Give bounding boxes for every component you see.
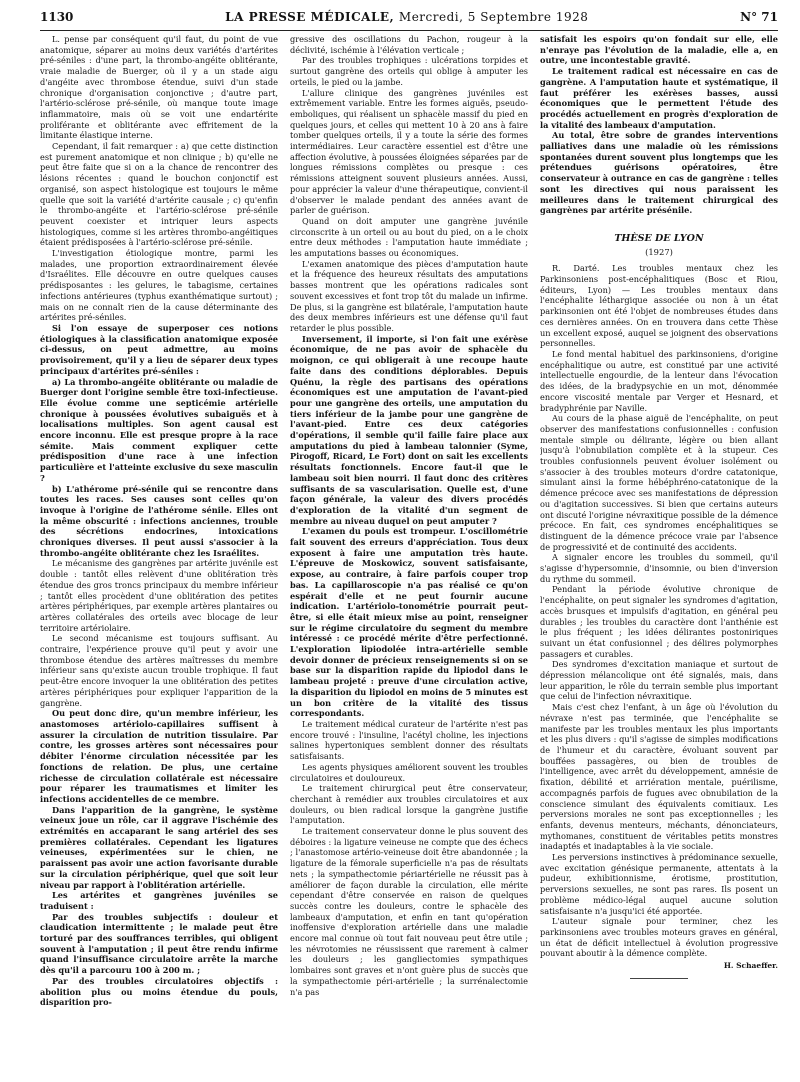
paragraph: Dans l'apparition de la gangrène, le système veineux joue un rôle, car il aggrave l'ischémie des extrémités en accaparant le sang artériel des ses premières collatérales. Cependant les ligatures veineuses, expérimentées sur le chien, ne paraissent pas avoir une action favorisante durable sur la circulation périphérique, quel que soit leur niveau par rapport à l'oblitération artérielle. xyxy=(40,804,278,890)
section-year: (1927) xyxy=(645,246,673,257)
paragraph: Des syndromes d'excitation maniaque et surtout de dépression mélancolique ont été signalés, mais, dans leur apparition, le rôle du terrain semble plus important que celui de l'infection névraxitique. xyxy=(540,659,778,702)
paragraph: Au total, être sobre de grandes interventions palliatives dans une maladie où les rémissions spontanées durent souvent plus longtemps que les prétendues guérisons opératoires, être conservateur à outrance en cas de gangrène : telles sont les directives qui nous paraissent les meilleures dans le traitement chirurgical des gangrènes par artérite présénile. xyxy=(540,130,778,216)
author-signature: H. Schaeffer. xyxy=(723,961,778,971)
paragraph: satisfait les espoirs qu'on fondait sur elle, elle n'enraye pas l'évolution de la maladie, elle a, en outre, une incontestable gravité. xyxy=(540,34,778,66)
issue-number: N° 71 xyxy=(740,10,778,24)
paragraph: Par des troubles trophiques : ulcérations torpides et surtout gangrène des orteils qui oblige à amputer les orteils, le pied ou la jambe. xyxy=(290,55,528,87)
divider xyxy=(630,978,687,979)
paragraph: Le mécanisme des gangrènes par artérite juvénile est double : tantôt elles relèvent d'une oblitération très étendue des gros troncs principaux du membre inférieur ; tantôt elles procèdent d'une oblitération des petites artères périphériques, par exemple artères plantaires ou artères collatérales des orteils avec blocage de leur territoire artériolaire. xyxy=(40,558,278,633)
paragraph: Les perversions instinctives à prédominance sexuelle, avec excitation génésique permanente, attentats à la pudeur, exhibitionnisme, érotisme, prostitution, perversions sexuelles, ne sont pas rares. Ils posent un problème médico-légal auquel aucune solution satisfaisante n'a jusqu'ici été apportée. xyxy=(540,852,778,916)
page-header xyxy=(40,4,778,31)
paragraph: Inversement, il importe, si l'on fait une exérèse économique, de ne pas avoir de sphacèle du moignon, ce qui obligerait à une recoupe haute faite dans des conditions déplorables. Depuis Quénu, la règle des partisans des opérations économiques est une amputation de l'avant-pied pour une gangrène des orteils, une amputation du tiers inférieur de la jambe pour une gangrène de l'avant-pied. Entre ces deux catégories d'opérations, il semble qu'il faille faire place aux amputations du pied à lambeau talonnier (Syme, Pirogoff, Ricard, Le Fort) dont on sait les excellents résultats fonctionnels. Encore faut-il que le lambeau soit bien nourri. Il faut donc des critères suffisants de sa vascularisation. Quelle est, d'une façon générale, la valeur des divers procédés d'exploration de la vitalité d'un segment de membre au niveau duquel on peut amputer ? xyxy=(290,333,528,526)
paragraph: Cependant, il fait remarquer : a) que cette distinction est purement anatomique et non clinique ; b) qu'elle ne peut être faite que si on a la chance de rencontrer des lésions récentes : quand le bouchon conjonctif est organisé, son aspect histologique est toujours le même quelle que soit la variété d'artérite causale ; c) qu'enfin le thrombo-angéite et l'artério-sclérose pré-sénile peuvent coexister et intriquer leurs aspects histologiques, comme si les artères thrombo-angéitiques étaient prédisposées à l'artério-sclérose pré-sénile. xyxy=(40,141,278,248)
column-3 xyxy=(540,34,778,1070)
paragraph: L'allure clinique des gangrènes juvéniles est extrêmement variable. Entre les formes aiguës, pseudo-emboliques, qui réalisent un sphacèle massif du pied en quelques jours, et celles qui mettent 10 à 20 ans à faire tomber quelques orteils, il y a toute la série des formes intermédiaires. Leur caractère essentiel est d'être une affection évolutive, à poussées éloignées séparées par de longues rémissions complètes ou presque : ces rémissions atteignent souvent plusieurs années. Aussi, pour apprécier la valeur d'une thérapeutique, convient-il d'observer le malade pendant des années avant de parler de guérison. xyxy=(290,87,528,216)
paragraph: Le traitement médical curateur de l'artérite n'est pas encore trouvé : l'insuline, l'acétyl choline, les injections salines hypertoniques semblent donner des résultats satisfaisants. xyxy=(290,719,528,762)
paragraph: L. pense par conséquent qu'il faut, du point de vue anatomique, séparer au moins deux variétés d'artérites pré-séniles : d'une part, la thrombo-angéite oblitérante, vraie maladie de Buerger, où il y a un stade aigu d'angéite avec thrombose étendue, suivi d'un stade chronique d'organisation conjonctive ; d'autre part, l'artério-sclérose pré-sénile, où manque toute image inflammatoire, mais où se voit une endartérite proliférante et oblitérante avec effritement de la limitante élastique interne. xyxy=(40,34,278,141)
journal-title: LA PRESSE MÉDICALE, xyxy=(225,10,395,24)
paragraph: Quand on doit amputer une gangrène juvénile circonscrite à un orteil ou au bout du pied, on a le choix entre deux méthodes : l'amputation haute immédiate ; les amputations basses ou économiques. xyxy=(290,215,528,259)
paragraph: Au cours de la phase aiguë de l'encéphalite, on peut observer des manifestations confusionnelles : confusion mentale simple ou délirante, légère ou bien allant jusqu'à l'obnubilation complète et à la stupeur. Ces troubles confusionnels peuvent évoluer isolément ou s'associer à des troubles moteurs d'ordre catatonique, simulant ainsi la forme hébéphréno-catatonique de la démence précoce avec ses manifestations de dépression ou d'agitation successives. Si bien que certains auteurs ont discuté l'origine névraxitique possible de la démence précoce. En fait, ces syndromes encéphalitiques se distinguent de la démence précoce vraie par l'absence de progressivité et de continuité des accidents. xyxy=(540,413,778,552)
page-number: 1130 xyxy=(40,10,74,24)
paragraph: a) La thrombo-angéite oblitérante ou maladie de Buerger dont l'origine semble être toxi-infectieuse. Elle évolue comme une septicémie artérielle chronique à poussées évolutives subaiguës et à localisations multiples. Son agent causal est encore inconnu. Elle est presque propre à la race sémite. Mais comment expliquer cette prédisposition d'une race à une infection particulière et l'atteinte exclusive du sexe masculin ? xyxy=(40,376,278,483)
paragraph: gressive des oscillations du Pachon, rougeur à la déclivité, ischémie à l'élévation verticale ; xyxy=(290,34,528,55)
paragraph: Mais c'est chez l'enfant, à un âge où l'évolution du névraxe n'est pas terminée, que l'encéphalite se manifeste par les troubles mentaux les plus importants et les plus divers : qu'il s'agisse de simples modifications de l'humeur et du caractère, évoluant souvent par bouffées passagères, ou bien de troubles de l'intelligence, avec arrêt du développement, amnésie de fixation, débilité et arriération mentale, puérilisme, accompagnés parfois de fugues avec obnubilation de la conscience simulant des équivalents comitiaux. Les perversions morales ne sont pas exceptionnelles ; les enfants, devenus menteurs, méchants, dénonciateurs, mythomanes, constituent de véritables petits monstres inadaptés et inadaptables à la vie sociale. xyxy=(540,702,778,852)
paragraph: Les agents physiques améliorent souvent les troubles circulatoires et douloureux. xyxy=(290,761,528,783)
paragraph: Le traitement radical est nécessaire en cas de gangrène. A l'amputation haute et systématique, il faut préférer les exérèses basses, aussi économiques que le permettent l'étude des procédés actuellement en progrès d'exploration de la vitalité des lambeaux d'amputation. xyxy=(540,66,778,130)
paragraph: Par des troubles subjectifs : douleur et claudication intermittente ; le malade peut être torturé par des souffrances terribles, qui obligent souvent à l'amputation ; il peut être rendu infirme quand l'insuffisance circulatoire arrête la marche dès qu'il a parcouru 100 à 200 m. ; xyxy=(40,911,278,976)
paragraph: A signaler encore les troubles du sommeil, qu'il s'agisse d'hypersomnie, d'insomnie, ou bien d'inversion du rythme du sommeil. xyxy=(540,552,778,584)
paragraph: L'auteur signale pour terminer, chez les parkinsoniens avec troubles moteurs graves en général, un état de déficit intellectuel à évolution progressive pouvant aboutir à la démence complète. xyxy=(540,916,778,959)
paragraph: Le traitement chirurgical peut être conservateur, cherchant à remédier aux troubles circulatoires et aux douleurs, ou bien radical lorsque la gangrène justifie l'amputation. xyxy=(290,783,528,826)
paragraph: L'examen du pouls est trompeur. L'oscillométrie fait souvent des erreurs d'appréciation. Tous deux exposent à faire une amputation très haute. L'épreuve de Moskowicz, souvent satisfaisante, expose, au contraire, à faire parfois couper trop bas. La capillaroscopie n'a pas réalisé ce qu'on espérait d'elle et ne peut fournir aucune indication. L'artériolo-tonométrie pourrait peut-être, si elle était mieux mise au point, renseigner sur le régime circulatoire du segment du membre intéressé : ce procédé mérite d'être perfectionné. L'exploration lipiodolée intra-artérielle semble devoir donner de précieux renseignements si on se base sur la disparition rapide du lipiodol dans le lambeau projeté : preuve d'une circulation active, la disparition du lipiodol en moins de 5 minutes est un bon critère de la vitalité des tissus correspondants. xyxy=(290,526,528,719)
paragraph: Le fond mental habituel des parkinsoniens, d'origine encéphalitique ou autre, est constitué par une activité intellectuelle engourdie, de la lenteur dans l'évocation des idées, de la bradypsychie en un mot, dénommée encore viscosité mentale par Verger et Hesnard, et bradyphrénie par Naville. xyxy=(540,348,778,413)
paragraph: Pendant la période évolutive chronique de l'encéphalite, on peut signaler les syndromes d'agitation, accès brusques et impulsifs d'agitation, en général peu durables ; les troubles du caractère dont l'anthénie est le plus fréquent ; les idées délirantes postoniriques suivant un état confusionnel ; des délires polymorphes passagers et curables. xyxy=(540,584,778,659)
column-1 xyxy=(40,34,278,1070)
paragraph: L'examen anatomique des pièces d'amputation haute et la fréquence des heureux résultats des amputations basses montrent que les opérations radicales sont souvent excessives et font trop tôt du malade un infirme. De plus, si la gangrène est bilatérale, l'amputation haute des deux membres inférieurs est une défense qu'il faut retarder le plus possible. xyxy=(290,258,528,333)
paragraph: Les artérites et gangrènes juvéniles se traduisent : xyxy=(40,890,278,911)
paragraph: Ou peut donc dire, qu'un membre inférieur, les anastomoses artériolo-capillaires suffisent à assurer la circulation de nutrition tissulaire. Par contre, les grosses artères sont nécessaires pour débiter l'énorme circulation nécessitée par les fonctions de relation. De plus, une certaine richesse de circulation collatérale est nécessaire pour réparer les traumatismes et limiter les infections accidentelles de ce membre. xyxy=(40,708,278,804)
journal-masthead xyxy=(225,10,588,24)
paragraph: b) L'athérome pré-sénile qui se rencontre dans toutes les races. Ses causes sont celles qu'on invoque à l'origine de l'athérome sénile. Elles ont la même obscurité : infections anciennes, trouble des sécrétions endocrines, intoxications chroniques diverses. Il peut aussi s'associer à la thrombo-angéite oblitérante chez les Israélites. xyxy=(40,483,278,558)
section-title: THÈSE DE LYON xyxy=(614,232,704,244)
paragraph: Par des troubles circulatoires objectifs : abolition plus ou moins étendue du pouls, disparition pro- xyxy=(40,975,278,1008)
paragraph: R. Darté. Les troubles mentaux chez les Parkinsoniens post-encéphalitiques (Bosc et Riou, éditeurs, Lyon) — Les troubles mentaux dans l'encéphalite léthargique associée ou non à un état parkinsonien ont été l'objet de nombreuses études dans ces dernières années. On en trouvera dans cette Thèse un excellent exposé, auquel se joignent des observations personnelles. xyxy=(540,263,778,349)
paragraph: Si l'on essaye de superposer ces notions étiologiques à la classification anatomique exposée ci-dessus, on peut admettre, au moins provisoirement, qu'il y a lieu de séparer deux types principaux d'artérites pré-séniles : xyxy=(40,322,278,376)
paragraph: Le second mécanisme est toujours suffisant. Au contraire, l'expérience prouve qu'il peut y avoir une thrombose étendue des artères maîtresses du membre inférieur sans qu'existe aucun trouble trophique. Il faut peut-être encore invoquer la une oblitération des petites artères périphériques pour expliquer l'apparition de la gangrène. xyxy=(40,633,278,708)
column-2 xyxy=(290,34,528,1070)
article-columns xyxy=(40,34,778,1070)
paragraph: Le traitement conservateur donne le plus souvent des déboires : la ligature veineuse ne compte que des échecs ; l'anastomose artério-veineuse doit être abandonnée ; la ligature de la fémorale superficielle n'a pas de résultats nets ; la sympathectomie périartérielle ne réussit pas à améliorer de façon durable la circulation, elle mérite cependant d'être conservée en raison de quelques succès contre les douleurs, contre le sphacèle des lambeaux d'amputation, et enfin en tant qu'opération inoffensive d'exploration artérielle dans une maladie encore mal connue où tout fait nouveau peut être utile ; les névrotomies ne réussissent que rarement à calmer les douleurs ; les gangliectomies sympathiques lombaires sont graves et n'ont guère plus de succès que la sympathectomie péri-artérielle ; la surrénalectomie n'a pas xyxy=(290,826,528,997)
issue-date: Mercredi, 5 Septembre 1928 xyxy=(398,10,589,24)
paragraph: L'investigation étiologique montre, parmi les malades, une proportion extraordinairement élevée d'Israélites. Elle découvre en outre quelques causes prédisposantes : les gelures, le tabagisme, certaines infections antérieures (typhus exanthématique surtout) ; mais on ne connaît rien de la cause déterminante des artérites pré-séniles. xyxy=(40,248,278,323)
